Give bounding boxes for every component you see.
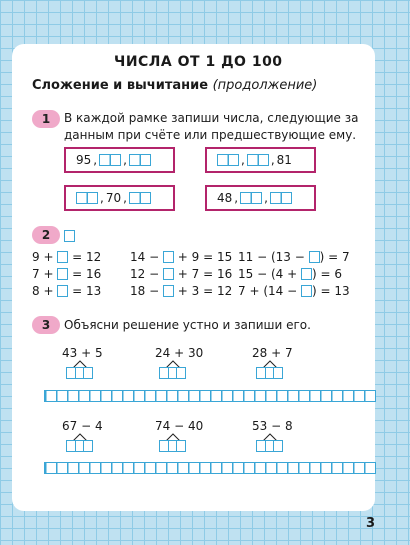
missing-number-box (163, 251, 174, 263)
answer-strip-2 (44, 462, 376, 474)
equation-right: ) = 6 (311, 267, 342, 281)
answer-cell (176, 367, 186, 379)
equation (32, 267, 101, 281)
equation-right: + 9 = 15 (173, 250, 233, 264)
task-1-line-1: В каждой рамке запиши числа, следующие за (64, 111, 359, 125)
frame-text: , (264, 191, 268, 205)
equation-left: 7 + (14 − (238, 284, 301, 298)
equation-right: ) = 7 (319, 250, 350, 264)
missing-number-box (309, 251, 320, 263)
expression: 67 − 4 (62, 419, 103, 433)
white-sheet (12, 44, 375, 511)
answer-cell (217, 154, 239, 166)
frame-text: , (100, 191, 104, 205)
equation-left: 14 − (130, 250, 163, 264)
missing-number-box (163, 268, 174, 280)
frame-text: 81 (276, 153, 292, 167)
equation-right: = 16 (68, 267, 102, 281)
answer-cell (247, 154, 269, 166)
frame-text: 48 (217, 191, 233, 205)
task-1-line-2: данным при счёте или предшествующие ему. (64, 128, 357, 142)
decomposition-cells (159, 367, 185, 379)
equation-left: 12 − (130, 267, 163, 281)
equation-left: 15 − (4 + (238, 267, 301, 281)
missing-number-box (163, 285, 174, 297)
subtitle-main: Сложение и вычитание (32, 78, 209, 93)
task-3-text: Объясни решение устно и запиши его. (64, 318, 311, 332)
expression: 28 + 7 (252, 346, 293, 360)
answer-cell (129, 192, 151, 204)
frame-2 (205, 147, 316, 173)
answer-cell (270, 192, 292, 204)
equation (130, 267, 232, 281)
answer-cell (176, 440, 186, 452)
answer-cell (129, 154, 151, 166)
page-title: ЧИСЛА ОТ 1 ДО 100 (114, 54, 283, 70)
subtitle-paren: (продолжение) (212, 78, 318, 93)
equation-right: + 7 = 16 (173, 267, 233, 281)
answer-cell (76, 192, 98, 204)
frame-text: , (270, 153, 275, 167)
task-3-badge: 3 (32, 316, 60, 334)
missing-number-box (301, 285, 312, 297)
equation-left: 11 − (13 − (238, 250, 309, 264)
answer-cell (99, 154, 121, 166)
frame-1 (64, 147, 175, 173)
task-1-text (64, 110, 358, 144)
decomposition-cells (256, 440, 282, 452)
equation (32, 284, 101, 298)
answer-cell (273, 440, 283, 452)
answer-cell (83, 367, 93, 379)
equation-right: + 3 = 12 (173, 284, 233, 298)
frame-text: , (241, 153, 245, 167)
equation-left: 7 + (32, 267, 58, 281)
equation-left: 9 + (32, 250, 58, 264)
decomposition-cells (66, 367, 92, 379)
equation (32, 250, 101, 264)
frame-text: , (123, 191, 127, 205)
frame-4 (205, 185, 316, 211)
expression: 24 + 30 (155, 346, 204, 360)
decomposition-cells (66, 440, 92, 452)
equation (130, 284, 232, 298)
decomposition-cells (159, 440, 185, 452)
frame-text: , (123, 153, 127, 167)
answer-cell (273, 367, 283, 379)
expression: 53 − 8 (252, 419, 293, 433)
answer-strip-1 (44, 390, 376, 402)
section-subtitle (32, 78, 317, 93)
missing-number-box (57, 268, 68, 280)
expression: 43 + 5 (62, 346, 103, 360)
equation-left: 8 + (32, 284, 58, 298)
missing-number-box (301, 268, 312, 280)
page-number: 3 (366, 516, 376, 531)
task-2-box-sample (64, 230, 75, 242)
equation (238, 284, 350, 298)
equation (238, 267, 342, 281)
equation-right: ) = 13 (311, 284, 350, 298)
answer-cell (83, 440, 93, 452)
expression: 74 − 40 (155, 419, 204, 433)
answer-cell (240, 192, 262, 204)
decomposition-cells (256, 367, 282, 379)
frame-3 (64, 185, 175, 211)
equation (238, 250, 350, 264)
equation-left: 18 − (130, 284, 163, 298)
task-2-badge: 2 (32, 226, 60, 244)
equation (130, 250, 232, 264)
equation-right: = 12 (68, 250, 102, 264)
frame-text: 95 (76, 153, 92, 167)
missing-number-box (57, 251, 68, 263)
missing-number-box (57, 285, 68, 297)
frame-text: , (234, 191, 239, 205)
equation-right: = 13 (68, 284, 102, 298)
task-1-badge: 1 (32, 110, 60, 128)
frame-text: 70 (105, 191, 122, 205)
frame-text: , (93, 153, 98, 167)
